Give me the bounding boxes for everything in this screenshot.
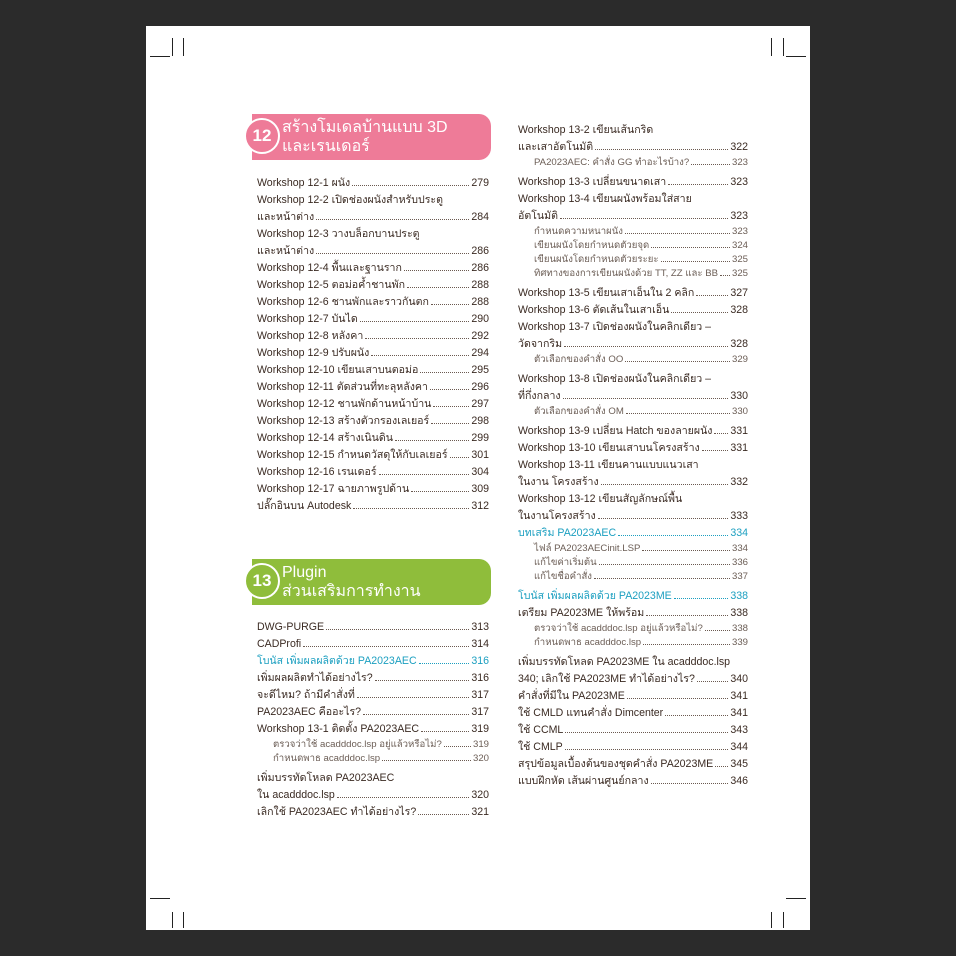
toc-entry-title: Workshop 12-5 ตอม่อค้ำชานพัก — [257, 279, 405, 291]
toc-entry — [518, 191, 748, 225]
dot-leader — [565, 732, 728, 733]
top-dark-band — [0, 0, 956, 26]
crop-mark — [172, 38, 173, 56]
toc-page-number: 328 — [730, 304, 748, 316]
toc-page-number: 304 — [471, 466, 489, 478]
dot-leader — [404, 270, 469, 271]
toc-page-number: 317 — [471, 689, 489, 701]
toc-entry-title: ตัวเลือกของคำสั่ง OM — [534, 406, 624, 417]
dot-leader — [430, 389, 469, 390]
chapter-13-toc-list — [257, 619, 489, 821]
toc-page-number: 331 — [730, 425, 748, 437]
chapter-12-toc-list — [257, 175, 489, 515]
dot-leader — [418, 814, 469, 815]
toc-page-number: 317 — [471, 706, 489, 718]
dot-leader — [671, 312, 728, 313]
toc-entry-title: Workshop 12-1 ผนัง — [257, 177, 351, 189]
toc-entry — [518, 756, 748, 773]
toc-entry-title-line1: Workshop 13-11 เขียนคานแบบแนวเสา — [518, 459, 699, 471]
dot-leader — [720, 275, 730, 276]
toc-entry-title: 340; เลิกใช้ PA2023ME ทำได้อย่างไร? — [518, 673, 695, 685]
bottom-dark-band — [0, 930, 956, 956]
toc-page-number: 286 — [471, 245, 489, 257]
toc-entry-title: ที่กึ่งกลาง — [518, 390, 561, 402]
toc-entry-title: โบนัส เพิ่มผลผลิตด้วย PA2023ME — [518, 590, 672, 602]
toc-page-number: 292 — [471, 330, 489, 342]
toc-entry-title: เขียนผนังโดยกำหนดตัวยระยะ — [534, 254, 659, 265]
toc-subentry — [518, 267, 748, 281]
toc-entry-title: CADProfi — [257, 638, 302, 650]
toc-entry-title: กำหนดความหนาผนัง — [534, 226, 623, 237]
dot-leader — [375, 680, 470, 681]
dot-leader — [598, 518, 729, 519]
toc-page-number: 345 — [730, 758, 748, 770]
toc-page-number: 337 — [731, 571, 748, 582]
toc-entry-title-line1: Workshop 13-7 เปิดช่องผนังในคลิกเดียว – — [518, 321, 712, 333]
toc-page-number: 341 — [730, 690, 748, 702]
toc-entry-title: Workshop 13-10 เขียนเสาบนโครงสร้าง — [518, 442, 700, 454]
toc-entry-title: PA2023AEC: คำสั่ง GG ทำอะไรบ้าง? — [534, 157, 690, 168]
toc-entry-title: Workshop 12-13 สร้างตัวกรองเลเยอร์ — [257, 415, 430, 427]
toc-page-number: 338 — [730, 607, 748, 619]
toc-page-number: 330 — [731, 406, 748, 417]
crop-mark — [150, 56, 170, 57]
toc-entry-title: เขียนผนังโดยกำหนดตัวยจุด — [534, 240, 650, 251]
toc-page-number: 295 — [471, 364, 489, 376]
toc-page-number: 298 — [471, 415, 489, 427]
toc-page-number: 313 — [471, 621, 489, 633]
toc-page-number: 323 — [730, 210, 748, 222]
toc-page-number: 329 — [731, 354, 748, 365]
toc-entry-title: ทิศทางของการเขียนผนังด้วย TT, ZZ และ BB — [534, 268, 718, 279]
toc-subentry — [518, 570, 748, 584]
dot-leader — [651, 783, 729, 784]
dot-leader — [661, 261, 730, 262]
toc-entry-title: วัดจากริม — [518, 338, 563, 350]
toc-entry — [257, 175, 489, 192]
toc-entry-title-line1: เพิ่มบรรทัดโหลด PA2023AEC — [257, 772, 395, 784]
dot-leader — [618, 535, 728, 536]
toc-entry — [257, 498, 489, 515]
toc-entry-title: เตรียม PA2023ME ให้พร้อม — [518, 607, 645, 619]
chapter-13-title — [282, 563, 421, 601]
toc-entry-title: ใน acadddoc.lsp — [257, 789, 335, 801]
right-dark-margin — [810, 26, 956, 930]
toc-entry-title-line1: Workshop 13-8 เปิดช่องผนังในคลิกเดียว – — [518, 373, 712, 385]
toc-page-number: 346 — [730, 775, 748, 787]
toc-subentry — [518, 636, 748, 650]
toc-entry-title: คำสั่งที่มีใน PA2023ME — [518, 690, 625, 702]
toc-page-number: 338 — [731, 623, 748, 634]
chapter-12-title-line1: สร้างโมเดลบ้านแบบ 3D — [282, 119, 448, 136]
toc-entry-title: แก้ไขค่าเริ่มต้น — [534, 557, 597, 568]
toc-entry — [257, 464, 489, 481]
toc-entry-title: Workshop 12-7 บันได — [257, 313, 358, 325]
dot-leader — [563, 398, 729, 399]
toc-entry — [257, 670, 489, 687]
toc-page-number: 286 — [471, 262, 489, 274]
toc-entry-title: Workshop 12-14 สร้างเนินดิน — [257, 432, 393, 444]
dot-leader — [595, 149, 728, 150]
toc-subentry — [518, 239, 748, 253]
dot-leader — [674, 598, 729, 599]
chapter-12-title — [282, 118, 448, 156]
chapter-13-heading — [252, 559, 491, 605]
toc-entry — [518, 122, 748, 156]
toc-entry — [257, 721, 489, 738]
dot-leader — [643, 644, 730, 645]
toc-entry — [518, 440, 748, 457]
toc-page-number: 284 — [471, 211, 489, 223]
toc-page-number: 325 — [731, 268, 748, 279]
toc-entry-title-line1: Workshop 13-2 เขียนเส้นกริด — [518, 124, 654, 136]
dot-leader — [316, 253, 469, 254]
dot-leader — [431, 304, 469, 305]
dot-leader — [421, 731, 469, 732]
dot-leader — [337, 797, 470, 798]
toc-entry-title: และหน้าต่าง — [257, 245, 315, 257]
toc-entry — [257, 379, 489, 396]
dot-leader — [565, 749, 729, 750]
toc-entry-title: Workshop 12-16 เรนเดอร์ — [257, 466, 377, 478]
toc-entry — [257, 277, 489, 294]
toc-page-number: 341 — [730, 707, 748, 719]
toc-entry-title: อัตโนมัติ — [518, 210, 559, 222]
toc-entry — [518, 174, 748, 191]
dot-leader — [431, 423, 469, 424]
dot-leader — [353, 508, 469, 509]
toc-entry — [257, 226, 489, 260]
toc-page-number: 319 — [472, 739, 489, 750]
toc-entry-title: และหน้าต่าง — [257, 211, 315, 223]
toc-page-number: 294 — [471, 347, 489, 359]
dot-leader — [665, 715, 728, 716]
toc-page-number: 288 — [471, 279, 489, 291]
toc-entry-title-line1: เพิ่มบรรทัดโหลด PA2023ME ใน acadddoc.lsp — [518, 656, 731, 668]
toc-entry — [518, 423, 748, 440]
toc-entry — [257, 770, 489, 804]
toc-page-number: 325 — [731, 254, 748, 265]
dot-leader — [365, 338, 469, 339]
toc-entry — [257, 704, 489, 721]
toc-subentry — [518, 225, 748, 239]
toc-subentry — [518, 622, 748, 636]
toc-entry-title: กำหนดพาธ acadddoc.lsp — [273, 753, 381, 764]
toc-entry — [257, 447, 489, 464]
toc-entry-title: PA2023AEC คืออะไร? — [257, 706, 362, 718]
crop-mark — [786, 898, 806, 899]
dot-leader — [326, 629, 469, 630]
toc-page-number: 301 — [471, 449, 489, 461]
toc-page-number: 343 — [730, 724, 748, 736]
toc-page-number: 279 — [471, 177, 489, 189]
toc-entry — [518, 525, 748, 542]
toc-entry — [257, 396, 489, 413]
toc-page-number: 323 — [731, 157, 748, 168]
dot-leader — [420, 372, 469, 373]
toc-page-number: 296 — [471, 381, 489, 393]
toc-entry — [257, 362, 489, 379]
dot-leader — [379, 474, 470, 475]
toc-entry — [257, 619, 489, 636]
chapter-13-title-line1: Plugin — [282, 564, 327, 581]
toc-entry-title: ตัวเลือกของคำสั่ง OO — [534, 354, 624, 365]
toc-page-number: 297 — [471, 398, 489, 410]
toc-entry-title: แก้ไขชื่อคำสั่ง — [534, 571, 592, 582]
dot-leader — [433, 406, 469, 407]
toc-page-number: 324 — [731, 240, 748, 251]
toc-entry — [518, 739, 748, 756]
right-column-toc-list — [518, 122, 748, 790]
toc-entry — [257, 294, 489, 311]
dot-leader — [705, 630, 730, 631]
toc-entry-title: ใช้ CMLD แทนคำสั่ง Dimcenter — [518, 707, 664, 719]
chapter-12-heading — [252, 114, 491, 160]
toc-page-number: 322 — [730, 141, 748, 153]
toc-entry — [257, 260, 489, 277]
toc-entry — [518, 605, 748, 622]
dot-leader — [625, 233, 730, 234]
toc-entry-title: เพิ่มผลผลิตทำได้อย่างไร? — [257, 672, 373, 684]
toc-entry — [518, 722, 748, 739]
toc-entry — [518, 302, 748, 319]
chapter-12-number-badge: 12 — [244, 118, 280, 154]
chapter-12-title-line2: และเรนเดอร์ — [282, 138, 370, 155]
toc-subentry — [518, 353, 748, 367]
toc-page-number: 323 — [730, 176, 748, 188]
toc-entry — [518, 371, 748, 405]
dot-leader — [371, 355, 469, 356]
toc-subentry — [518, 253, 748, 267]
toc-entry — [518, 773, 748, 790]
toc-entry-title-line1: Workshop 12-3 วางบล็อกบานประตู — [257, 228, 420, 240]
toc-page-number: 334 — [730, 527, 748, 539]
toc-page-number: 336 — [731, 557, 748, 568]
toc-entry-title: Workshop 13-5 เขียนเสาเอ็นใน 2 คลิก — [518, 287, 695, 299]
toc-entry-title: ไฟล์ PA2023AECinit.LSP — [534, 543, 641, 554]
crop-mark — [183, 38, 184, 56]
toc-entry — [257, 653, 489, 670]
chapter-13-title-line2: ส่วนเสริมการทำงาน — [282, 583, 421, 600]
toc-page-number: 331 — [730, 442, 748, 454]
toc-entry — [257, 687, 489, 704]
crop-mark — [783, 912, 784, 928]
dot-leader — [450, 457, 470, 458]
toc-subentry — [518, 542, 748, 556]
toc-page-number: 309 — [471, 483, 489, 495]
dot-leader — [316, 219, 469, 220]
toc-page-number: 334 — [731, 543, 748, 554]
toc-entry-title: กำหนดพาธ acadddoc.lsp — [534, 637, 642, 648]
dot-leader — [646, 615, 728, 616]
toc-entry-title: Workshop 12-15 กำหนดวัสดุให้กับเลเยอร์ — [257, 449, 448, 461]
toc-page-number: 316 — [471, 672, 489, 684]
dot-leader — [627, 698, 729, 699]
toc-entry-title: Workshop 12-11 ตัดส่วนที่ทะลุหลังคา — [257, 381, 428, 393]
toc-entry-title: Workshop 13-9 เปลี่ยน Hatch ของลายผนัง — [518, 425, 713, 437]
crop-mark — [183, 912, 184, 928]
toc-page-number: 312 — [471, 500, 489, 512]
toc-entry-title: Workshop 12-12 ชานพักด้านหน้าบ้าน — [257, 398, 432, 410]
toc-page-number: 327 — [730, 287, 748, 299]
toc-page-number: 333 — [730, 510, 748, 522]
toc-page-number: 314 — [471, 638, 489, 650]
toc-entry-title: เลิกใช้ PA2023AEC ทำได้อย่างไร? — [257, 806, 417, 818]
dot-leader — [411, 491, 469, 492]
toc-page-number: 288 — [471, 296, 489, 308]
toc-page-number: 328 — [730, 338, 748, 350]
toc-entry-title: Workshop 12-6 ชานพักและราวกันตก — [257, 296, 429, 308]
dot-leader — [625, 361, 730, 362]
dot-leader — [651, 247, 730, 248]
dot-leader — [560, 218, 728, 219]
toc-page-number: 338 — [730, 590, 748, 602]
dot-leader — [702, 450, 729, 451]
toc-entry-title: ใช้ CCML — [518, 724, 564, 736]
toc-entry-title: Workshop 13-6 ตัดเส้นในเสาเอ็น — [518, 304, 670, 316]
dot-leader — [303, 646, 469, 647]
toc-entry-title: Workshop 12-4 พื้นและฐานราก — [257, 262, 402, 274]
toc-entry — [257, 413, 489, 430]
toc-page-number: 321 — [471, 806, 489, 818]
dot-leader — [696, 295, 728, 296]
toc-page-number: 340 — [730, 673, 748, 685]
toc-subentry — [518, 556, 748, 570]
toc-entry — [518, 588, 748, 605]
toc-page-number: 320 — [471, 789, 489, 801]
toc-entry-title: ในงาน โครงสร้าง — [518, 476, 599, 488]
toc-page-number: 344 — [730, 741, 748, 753]
crop-mark — [172, 912, 173, 928]
chapter-13-number-badge: 13 — [244, 563, 280, 599]
toc-subentry — [257, 752, 489, 766]
toc-entry — [257, 328, 489, 345]
toc-entry — [518, 491, 748, 525]
toc-entry — [257, 481, 489, 498]
left-dark-margin — [0, 26, 146, 930]
toc-entry-title: Workshop 12-9 ปรับผนัง — [257, 347, 370, 359]
toc-entry-title: DWG-PURGE — [257, 621, 325, 633]
toc-subentry — [518, 405, 748, 419]
crop-mark — [786, 56, 806, 57]
toc-page-number: 299 — [471, 432, 489, 444]
toc-entry — [518, 688, 748, 705]
toc-entry-title-line1: Workshop 13-4 เขียนผนังพร้อมใส่สาย — [518, 193, 692, 205]
toc-entry-title: ในงานโครงสร้าง — [518, 510, 596, 522]
crop-mark — [771, 912, 772, 928]
dot-leader — [642, 550, 730, 551]
toc-page-number: 290 — [471, 313, 489, 325]
toc-subentry — [518, 156, 748, 170]
toc-entry — [257, 804, 489, 821]
toc-entry — [518, 285, 748, 302]
toc-page-number: 323 — [731, 226, 748, 237]
dot-leader — [360, 321, 470, 322]
toc-entry-title: และเสาอัตโนมัติ — [518, 141, 594, 153]
toc-entry — [518, 654, 748, 688]
crop-mark — [783, 38, 784, 56]
toc-entry — [518, 457, 748, 491]
toc-page-number: 330 — [730, 390, 748, 402]
dot-leader — [594, 578, 730, 579]
dot-leader — [626, 413, 730, 414]
toc-entry-title: Workshop 12-10 เขียนเสาบนตอม่อ — [257, 364, 419, 376]
dot-leader — [601, 484, 729, 485]
dot-leader — [352, 185, 469, 186]
toc-entry — [518, 705, 748, 722]
toc-entry — [257, 192, 489, 226]
dot-leader — [714, 433, 728, 434]
crop-mark — [150, 898, 170, 899]
dot-leader — [668, 184, 728, 185]
dot-leader — [691, 164, 730, 165]
toc-entry-title: ตรวจว่าใช้ acadddoc.lsp อยู่แล้วหรือไม่? — [273, 739, 442, 750]
dot-leader — [407, 287, 469, 288]
dot-leader — [382, 760, 471, 761]
dot-leader — [363, 714, 469, 715]
dot-leader — [444, 746, 471, 747]
toc-entry — [257, 636, 489, 653]
crop-mark — [771, 38, 772, 56]
dot-leader — [697, 681, 728, 682]
toc-subentry — [257, 738, 489, 752]
toc-page-number: 332 — [730, 476, 748, 488]
toc-entry-title: Workshop 13-1 ติดตั้ง PA2023AEC — [257, 723, 420, 735]
toc-entry-title: โบนัส เพิ่มผลผลิตด้วย PA2023AEC — [257, 655, 417, 667]
toc-entry — [257, 345, 489, 362]
dot-leader — [715, 766, 728, 767]
toc-entry — [257, 430, 489, 447]
toc-entry-title: ใช้ CMLP — [518, 741, 563, 753]
toc-entry-title: ปลั๊กอินบน Autodesk — [257, 500, 352, 512]
dot-leader — [564, 346, 728, 347]
toc-entry-title-line1: Workshop 12-2 เปิดช่องผนังสำหรับประตู — [257, 194, 443, 206]
toc-page-number: 316 — [471, 655, 489, 667]
toc-entry-title: Workshop 12-8 หลังคา — [257, 330, 364, 342]
toc-entry-title-line1: Workshop 13-12 เขียนสัญลักษณ์พื้น — [518, 493, 683, 505]
toc-entry — [257, 311, 489, 328]
toc-page-number: 339 — [731, 637, 748, 648]
toc-entry — [518, 319, 748, 353]
toc-entry-title: Workshop 13-3 เปลี่ยนขนาดเสา — [518, 176, 667, 188]
toc-page-number: 319 — [471, 723, 489, 735]
toc-entry-title: สรุปข้อมูลเบื้องต้นของชุดคำสั่ง PA2023ME — [518, 758, 714, 770]
dot-leader — [395, 440, 469, 441]
dot-leader — [419, 663, 470, 664]
toc-entry-title: จะดีไหม? ถ้ามีคำสั่งที่ — [257, 689, 355, 701]
toc-entry-title: Workshop 12-17 ฉายภาพรูปด้าน — [257, 483, 410, 495]
toc-page-number: 320 — [472, 753, 489, 764]
toc-entry-title: ตรวจว่าใช้ acadddoc.lsp อยู่แล้วหรือไม่? — [534, 623, 703, 634]
dot-leader — [599, 564, 730, 565]
toc-entry-title: แบบฝึกหัด เส้นผ่านศูนย์กลาง — [518, 775, 649, 787]
dot-leader — [357, 697, 469, 698]
toc-entry-title: บทเสริม PA2023AEC — [518, 527, 617, 539]
